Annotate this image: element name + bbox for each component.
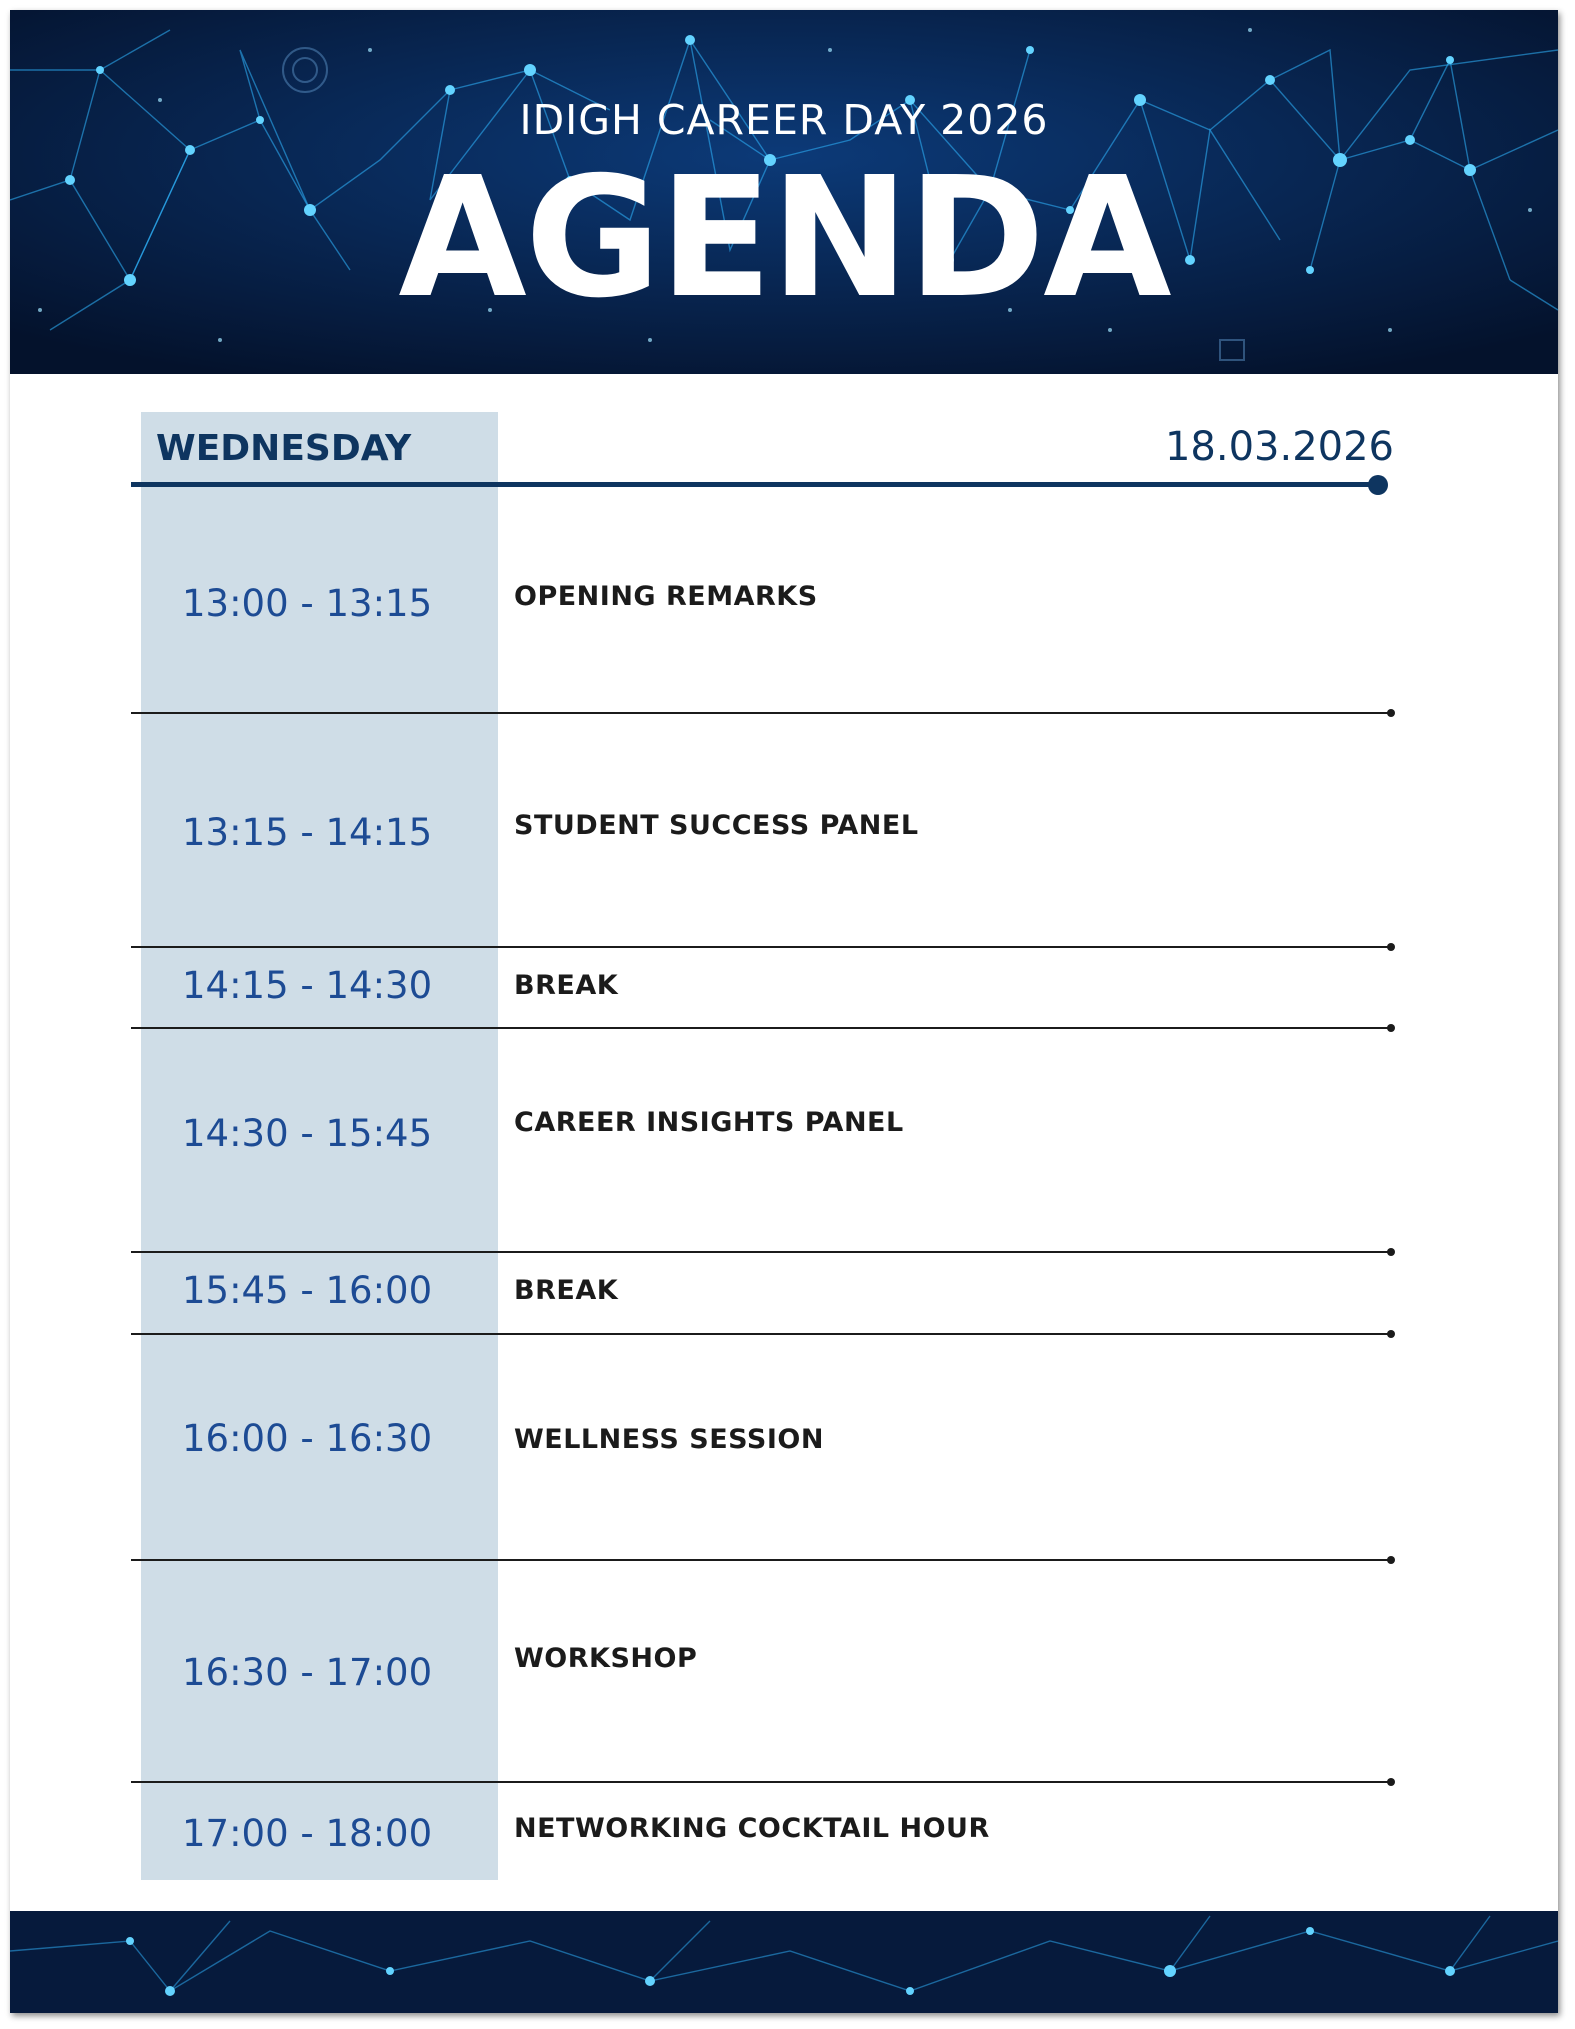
time-slot: 14:30 - 15:45	[182, 1112, 433, 1155]
session-title: WELLNESS SESSION	[514, 1424, 824, 1455]
row-divider	[131, 1333, 1392, 1335]
row-divider-endpoint	[1387, 943, 1395, 951]
time-slot: 14:15 - 14:30	[182, 964, 433, 1007]
row-divider	[131, 1251, 1392, 1253]
header-divider	[131, 482, 1379, 487]
day-label: WEDNESDAY	[156, 428, 412, 469]
row-divider-endpoint	[1387, 1248, 1395, 1256]
time-slot: 16:30 - 17:00	[182, 1651, 433, 1694]
row-divider	[131, 946, 1392, 948]
agenda-page	[10, 10, 1558, 2013]
date-label: 18.03.2026	[1164, 424, 1394, 470]
session-title: BREAK	[514, 970, 619, 1001]
time-slot: 17:00 - 18:00	[182, 1812, 433, 1855]
row-divider-endpoint	[1387, 1024, 1395, 1032]
event-title: IDIGH CAREER DAY 2026	[519, 96, 1049, 144]
header-divider-endpoint	[1368, 475, 1388, 495]
session-title: OPENING REMARKS	[514, 581, 818, 612]
row-divider	[131, 1559, 1392, 1561]
row-divider	[131, 1781, 1392, 1783]
session-title: STUDENT SUCCESS PANEL	[514, 810, 919, 841]
time-slot: 13:15 - 14:15	[182, 811, 433, 854]
session-title: CAREER INSIGHTS PANEL	[514, 1107, 904, 1138]
header-banner	[10, 10, 1558, 374]
time-slot: 13:00 - 13:15	[182, 582, 433, 625]
session-title: NETWORKING COCKTAIL HOUR	[514, 1813, 990, 1844]
footer-banner	[10, 1911, 1558, 2013]
row-divider	[131, 1027, 1392, 1029]
row-divider	[131, 712, 1392, 714]
network-footer-image	[10, 1911, 1558, 2013]
row-divider-endpoint	[1387, 1556, 1395, 1564]
session-title: WORKSHOP	[514, 1643, 698, 1674]
session-title: BREAK	[514, 1275, 619, 1306]
row-divider-endpoint	[1387, 1330, 1395, 1338]
time-slot: 15:45 - 16:00	[182, 1269, 433, 1312]
time-slot: 16:00 - 16:30	[182, 1417, 433, 1460]
row-divider-endpoint	[1387, 709, 1395, 717]
page-title: AGENDA	[398, 142, 1170, 335]
row-divider-endpoint	[1387, 1778, 1395, 1786]
